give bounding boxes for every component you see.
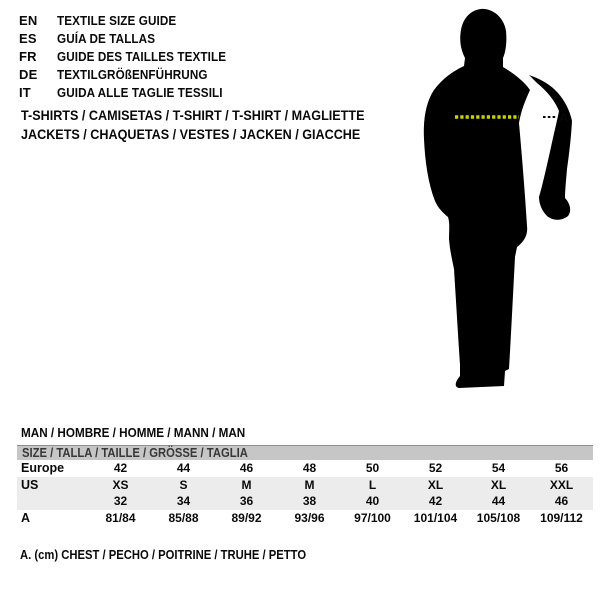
size-value-cell: 89/92 xyxy=(231,510,262,525)
size-value-cell: XS xyxy=(112,477,129,492)
body-silhouette xyxy=(424,9,530,388)
language-row xyxy=(19,47,245,65)
language-title-list xyxy=(19,11,245,101)
size-value-cell: 109/112 xyxy=(540,510,583,525)
size-value-cell: 38 xyxy=(302,494,317,509)
size-value-cell: 56 xyxy=(554,461,569,476)
measure-a-label: A xyxy=(559,110,568,125)
table-row xyxy=(17,493,593,510)
size-value-cell: 44 xyxy=(176,461,191,476)
row-label: US xyxy=(21,477,39,492)
table-row xyxy=(17,477,593,494)
size-value-cell: M xyxy=(304,477,315,492)
language-title: GUIDE DES TAILLES TEXTILE xyxy=(57,48,227,64)
size-value-cell: 105/108 xyxy=(476,510,521,525)
right-arm-silhouette xyxy=(529,75,572,220)
size-value-cell: 48 xyxy=(302,461,317,476)
size-value-cell: 97/100 xyxy=(354,510,391,525)
row-label: Europe xyxy=(21,461,65,476)
size-value-cell: 81/84 xyxy=(105,510,136,525)
category-tshirts: T-SHIRTS / CAMISETAS / T-SHIRT / T-SHIRT / MAGLIETTE xyxy=(21,107,365,123)
size-value-cell: 42 xyxy=(113,461,128,476)
language-title: GUÍA DE TALLAS xyxy=(57,30,156,46)
size-table-header-label: SIZE / TALLA / TAILLE / GRÖSSE / TAGLIA xyxy=(22,446,248,460)
garment-categories xyxy=(21,106,403,144)
table-row xyxy=(17,510,593,527)
size-value-cell: 34 xyxy=(176,494,191,509)
language-row xyxy=(19,11,245,29)
section-title-man: MAN / HOMBRE / HOMME / MANN / MAN xyxy=(21,425,246,440)
size-value-cell: S xyxy=(179,477,188,492)
size-value-cell: 52 xyxy=(428,461,443,476)
language-title: GUIDA ALLE TAGLIE TESSILI xyxy=(57,84,223,100)
language-title: TEXTILGRÖßENFÜHRUNG xyxy=(57,66,208,82)
language-code: ES xyxy=(19,30,37,46)
size-value-cell: M xyxy=(241,477,252,492)
size-value-cell: 50 xyxy=(365,461,380,476)
row-label: A xyxy=(21,510,31,525)
size-table-body xyxy=(17,460,593,526)
size-value-cell: L xyxy=(368,477,377,492)
language-code: IT xyxy=(19,84,31,100)
size-value-cell: 101/104 xyxy=(413,510,458,525)
size-value-cell: 36 xyxy=(239,494,254,509)
language-title: TEXTILE SIZE GUIDE xyxy=(57,12,177,28)
size-value-cell: 40 xyxy=(365,494,380,509)
size-value-cell: XXL xyxy=(549,477,574,492)
man-silhouette xyxy=(415,5,576,390)
table-row xyxy=(17,460,593,477)
size-value-cell: XL xyxy=(427,477,444,492)
language-code: FR xyxy=(19,48,37,64)
language-row xyxy=(19,29,245,47)
category-jackets: JACKETS / CHAQUETAS / VESTES / JACKEN / GIACCHE xyxy=(21,126,361,142)
size-value-cell: 44 xyxy=(491,494,506,509)
size-value-cell: 32 xyxy=(113,494,128,509)
size-value-cell: 42 xyxy=(428,494,443,509)
size-value-cell: 46 xyxy=(239,461,254,476)
size-value-cell: 93/96 xyxy=(294,510,325,525)
size-table xyxy=(17,445,593,526)
language-row xyxy=(19,83,245,101)
language-row xyxy=(19,65,245,83)
language-code: EN xyxy=(19,12,38,28)
size-value-cell: 54 xyxy=(491,461,506,476)
size-table-header xyxy=(17,445,593,460)
language-code: DE xyxy=(19,66,38,82)
size-value-cell: 46 xyxy=(554,494,569,509)
size-value-cell: XL xyxy=(490,477,507,492)
measurement-footnote: A. (cm) CHEST / PECHO / POITRINE / TRUHE / PETTO xyxy=(20,548,307,562)
size-value-cell: 85/88 xyxy=(168,510,199,525)
